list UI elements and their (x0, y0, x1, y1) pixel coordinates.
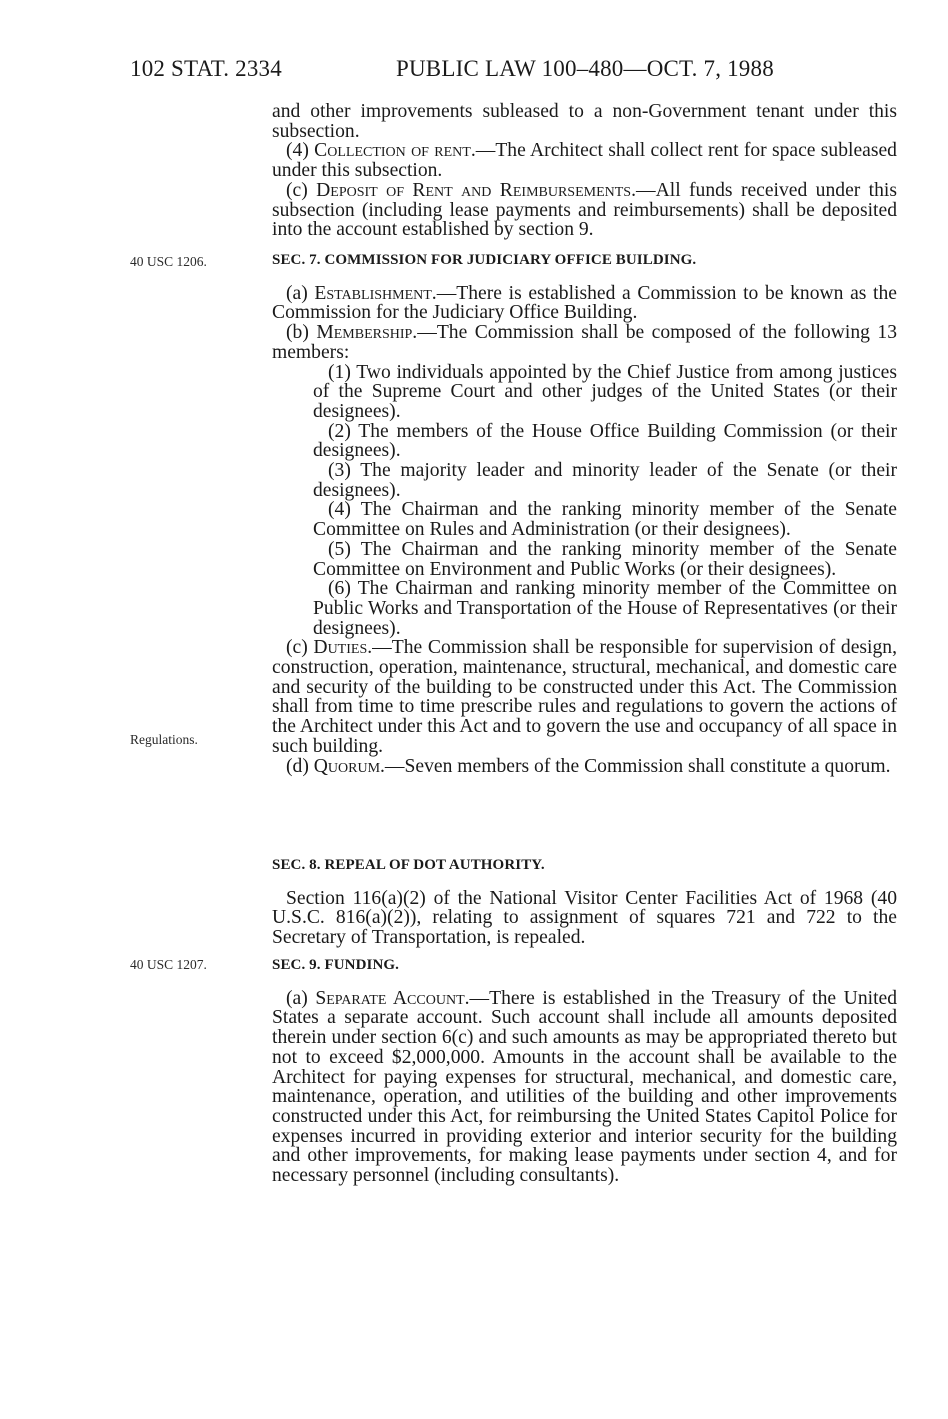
member-item-2: (2) The members of the House Office Building Commission (or their designees). (313, 420, 897, 462)
paragraph-heading: Collection of rent. (314, 140, 476, 162)
section-8-heading: SEC. 8. REPEAL OF DOT AUTHORITY. (272, 857, 545, 873)
member-item-1: (1) Two individuals appointed by the Chief Justice from among justices of the Supreme Court and other judges of the United States (or their designees). (313, 361, 897, 422)
subsection-quorum (272, 757, 897, 777)
section-8 (272, 856, 897, 948)
subsection-separate-account (272, 989, 897, 1186)
stat-page-number: 102 STAT. 2334 (130, 56, 282, 81)
running-header (130, 56, 774, 82)
paragraph-collection-of-rent (272, 141, 897, 180)
member-item-4: (4) The Chairman and the ranking minority member of the Senate Committee on Rules and Administration (or their designees). (313, 499, 897, 541)
continuation-block (272, 102, 897, 240)
paragraph-number: (a) (286, 282, 315, 304)
paragraph-heading: Deposit of Rent and Reimbursements. (316, 179, 636, 201)
subsection-establishment (272, 284, 897, 323)
margin-note-usc-1206: 40 USC 1206. (130, 254, 207, 269)
paragraph-heading: Duties. (313, 637, 373, 659)
paragraph-number: (a) (286, 987, 316, 1009)
law-citation: PUBLIC LAW 100–480—OCT. 7, 1988 (396, 56, 774, 81)
section-9 (272, 956, 897, 1186)
paragraph-text: —There is established in the Treasury of the United States a separate account. Such account shall include all amounts deposited therein under section 6(c) and such amounts as may be appropriated thereto but not to exceed $2,000,000. Amounts in the account shall be available to the Architect for paying expenses for structural, mechanical, and domestic care, maintenance, operation, and utilities of the building and other improvements constructed under this Act, for reimbursing the United States Capitol Police for expenses incurred in providing exterior and interior security for the building and other improvements, for making lease payments under section 4, and for necessary personnel (including consultants). (272, 987, 898, 1187)
paragraph-number: (4) (286, 140, 315, 162)
paragraph-heading: Establishment. (314, 282, 437, 304)
paragraph-heading: Membership. (316, 322, 418, 344)
section-8-text: Section 116(a)(2) of the National Visitor Center Facilities Act of 1968 (40 U.S.C. 816(a)(2)), relating to assignment of squares 721 and 722 to the Secretary of Transportation, is repealed. (272, 887, 897, 949)
paragraph-text: —There is established a Commission to be known as the Commission for the Judiciary Office Building. (272, 282, 897, 324)
continuation-paragraph: and other improvements subleased to a non-Government tenant under this subsection. (272, 101, 897, 142)
paragraph-text: —The Commission shall be composed of the following 13 members: (272, 322, 897, 363)
paragraph-text: —All funds received under this subsection (including lease payments and reimbursements) shall be deposited into the account established by section 9. (272, 179, 897, 241)
paragraph-number: (c) (286, 637, 314, 659)
member-item-3: (3) The majority leader and minority leader of the Senate (or their designees). (313, 460, 897, 501)
paragraph-number: (c) (286, 179, 317, 201)
subsection-duties (272, 638, 897, 756)
margin-note-usc-1207: 40 USC 1207. (130, 957, 207, 972)
margin-note-regulations: Regulations. (130, 732, 198, 747)
section-9-heading: SEC. 9. FUNDING. (272, 957, 400, 973)
section-7 (272, 251, 897, 776)
paragraph-deposit-of-rent (272, 181, 897, 240)
member-item-5: (5) The Chairman and the ranking minority member of the Senate Committee on Environment and Public Works (or their designees). (313, 538, 897, 580)
paragraph-text: —Seven members of the Commission shall constitute a quorum. (384, 755, 891, 777)
member-item-6: (6) The Chairman and ranking minority member of the Committee on Public Works and Transportation of the House of Representatives (or their designees). (313, 578, 897, 639)
paragraph-number: (d) (286, 755, 314, 777)
paragraph-text: —The Architect shall collect rent for space subleased under this subsection. (272, 140, 897, 182)
subsection-membership (272, 323, 897, 362)
paragraph-heading: Separate Account. (315, 987, 470, 1009)
paragraph-text: —The Commission shall be responsible for supervision of design, construction, operation, maintenance, structural, mechanical, and domestic care and security of the building to be constructed under this Act. The Commission shall from time to time prescribe rules and regulations to govern the actions of the Architect under this Act and to govern the use and occupancy of all space in such building. (272, 637, 897, 757)
paragraph-heading: Quorum. (313, 755, 385, 777)
section-7-heading: SEC. 7. COMMISSION FOR JUDICIARY OFFICE BUILDING. (272, 252, 697, 268)
paragraph-number: (b) (286, 322, 317, 344)
